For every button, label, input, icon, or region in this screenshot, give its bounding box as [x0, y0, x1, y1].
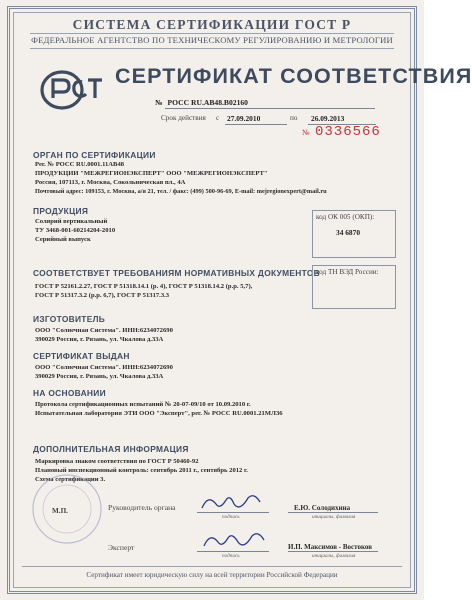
issued-to-line-2: 390029 Россия, г. Рязань, ул. Чкалова д.33А [35, 373, 164, 380]
head-name: Е.Ю. Солодихина [294, 504, 351, 512]
certificate-title: СЕРТИФИКАТ СООТВЕТСТВИЯ [115, 64, 472, 88]
compliance-heading: СООТВЕТСТВУЕТ ТРЕБОВАНИЯМ НОРМАТИВНЫХ ДОКУМЕНТОВ [33, 268, 321, 278]
tnved-label: код ТН ВЭД России: [316, 268, 379, 276]
product-line-1: Солярий вертикальный [35, 218, 108, 225]
head-signature-line [197, 512, 269, 513]
reg-underline [165, 108, 375, 109]
manufacturer-line-1: ООО "Солнечная Система". ИНН:6234072690 [35, 327, 173, 334]
reg-number-row [155, 98, 248, 107]
organ-heading: ОРГАН ПО СЕРТИФИКАЦИИ [33, 150, 156, 160]
footer-note: Сертификат имеет юридическую силу на всей территории Российской Федерации [86, 571, 338, 579]
reg-number: РОСС RU.АВ48.В02160 [167, 98, 248, 107]
okp-value: 34 6870 [336, 228, 361, 237]
validity-to-label: по [290, 114, 298, 122]
issued-to-heading: СЕРТИФИКАТ ВЫДАН [33, 351, 130, 361]
additional-heading: ДОПОЛНИТЕЛЬНАЯ ИНФОРМАЦИЯ [33, 444, 189, 454]
expert-name: И.П. Максимов - Востоков [288, 543, 373, 551]
basis-line-1: Протокола сертификационных испытаний № 20-07-09/10 от 10.09.2010 г. [35, 401, 251, 408]
validity-from-label: с [216, 114, 220, 122]
issued-to-line-1: ООО "Солнечная Система". ИНН:6234072690 [35, 364, 173, 371]
organ-line-3: Россия, 107113, г. Москва, Сокольническая пл., 4А [35, 179, 186, 186]
serial-prefix: № [302, 128, 310, 137]
okp-label: код ОК 005 (ОКП): [316, 213, 375, 221]
additional-line-1: Маркировка знаком соответствия по ГОСТ Р 50460-92 [35, 458, 199, 465]
organ-line-4: Почтовый адрес: 109153, г. Москва, а/я 21, тел. / факс: (499) 500-96-69, E-mail: mejregionexpert@mail.ru [35, 188, 327, 195]
basis-line-2: Испытательная лаборатория ЭТИ ООО "Эксперт", рег. № РОСС RU.0001.21МЛ36 [35, 410, 283, 417]
head-label: Руководитель органа [108, 503, 176, 512]
stamp-label: М.П. [52, 507, 68, 515]
compliance-line-2: ГОСТ Р 51317.3.2 (р.р. 6,7), ГОСТ Р 51317.3.3 [35, 292, 170, 299]
head-name-line [288, 512, 378, 513]
header-divider [30, 33, 394, 34]
compliance-line-1: ГОСТ Р 52161.2.27, ГОСТ Р 51318.14.1 (р. 4), ГОСТ Р 51318.14.2 (р.р. 5,7), [35, 283, 253, 290]
validity-to: 26.09.2013 [311, 114, 345, 123]
manufacturer-heading: ИЗГОТОВИТЕЛЬ [33, 314, 106, 324]
product-heading: ПРОДУКЦИЯ [33, 206, 89, 216]
expert-name-caption: инициалы, фамилия [312, 553, 356, 559]
head-sign-caption: подпись [222, 514, 240, 520]
validity-label: Срок действия [161, 114, 206, 122]
expert-signature-line [197, 551, 269, 552]
basis-heading: НА ОСНОВАНИИ [33, 388, 106, 398]
validity-from-underline [225, 124, 287, 125]
header-divider-2 [30, 48, 394, 49]
agency-title: ФЕДЕРАЛЬНОЕ АГЕНТСТВО ПО ТЕХНИЧЕСКОМУ РЕГУЛИРОВАНИЮ И МЕТРОЛОГИИ [31, 35, 393, 45]
additional-line-2: Плановый инспекционный контроль: сентябрь 2011 г., сентябрь 2012 г. [35, 467, 248, 474]
rst-logo-icon [36, 68, 108, 112]
expert-name-line [288, 551, 378, 552]
organ-line-1: Рег. № РОСС RU.0001.11АВ48 [35, 161, 125, 168]
expert-sign-caption: подпись [222, 553, 240, 559]
reg-prefix: № [155, 98, 163, 107]
serial-number: 0336566 [315, 124, 381, 140]
product-line-2: ТУ 3468-001-60214204-2010 [35, 227, 116, 234]
expert-label: Эксперт [108, 543, 135, 552]
validity-from: 27.09.2010 [227, 114, 261, 123]
head-signature-icon [198, 492, 264, 514]
expert-signature-icon [198, 528, 268, 552]
manufacturer-line-2: 390029 Россия, г. Рязань, ул. Чкалова д.33А [35, 336, 164, 343]
system-title: СИСТЕМА СЕРТИФИКАЦИИ ГОСТ Р [72, 17, 352, 32]
additional-line-3: Схема сертификации 3. [35, 476, 106, 483]
footer-divider [22, 566, 402, 567]
head-name-caption: инициалы, фамилия [312, 514, 356, 520]
organ-line-2: ПРОДУКЦИИ "МЕЖРЕГИОНЭКСПЕРТ" ООО "МЕЖРЕГИОНЭКСПЕРТ" [35, 170, 268, 177]
product-line-3: Серийный выпуск [35, 236, 91, 243]
